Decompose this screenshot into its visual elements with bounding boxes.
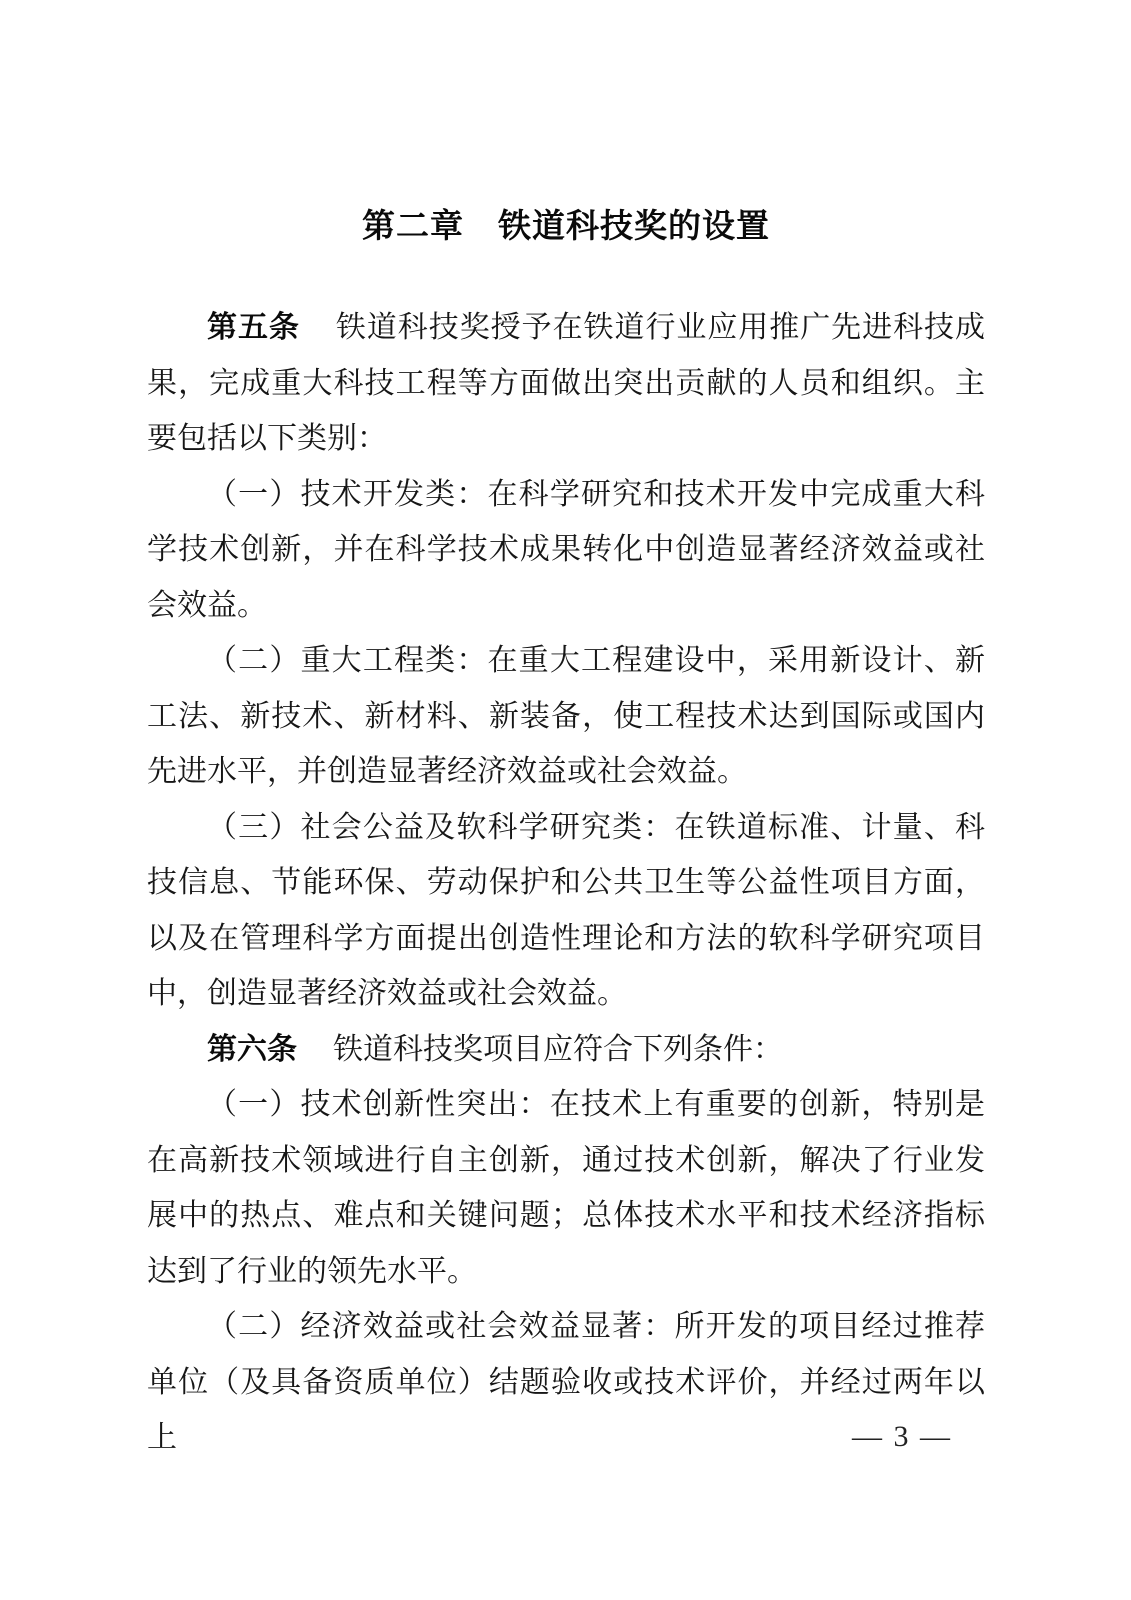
article-5-lead: 第五条 [207,311,300,344]
article-6-lead: 第六条 [207,1032,297,1066]
paragraph-article-5 [147,300,985,467]
article-6-body: 铁道科技奖项目应符合下列条件： [333,1032,783,1066]
paragraph-condition-1: （一）技术创新性突出：在技术上有重要的创新，特别是在高新技术领域进行自主创新，通过技术创新，解决了行业发展中的热点、难点和关键问题；总体技术水平和技术经济指标达到了行业的领先水平。 [147,1088,985,1288]
paragraph-article-6 [147,1022,985,1078]
paragraph-condition-2: （二）经济效益或社会效益显著：所开发的项目经过推荐单位（及具备资质单位）结题验收或技术评价，并经过两年以上 [147,1310,985,1454]
paragraph-item-2: （二）重大工程类：在重大工程建设中，采用新设计、新工法、新技术、新材料、新装备，使工程技术达到国际或国内先进水平，并创造显著经济效益或社会效益。 [147,644,985,788]
paragraph-item-3: （三）社会公益及软科学研究类：在铁道标准、计量、科技信息、节能环保、劳动保护和公共卫生等公益性项目方面，以及在管理科学方面提出创造性理论和方法的软科学研究项目中，创造显著经济效益或社会效益。 [147,810,985,1010]
page-number: — 3 — [852,1420,952,1453]
document-content [147,202,985,1466]
chapter-title: 第二章 铁道科技奖的设置 [362,207,770,244]
paragraph-item-1: （一）技术开发类：在科学研究和技术开发中完成重大科学技术创新，并在科学技术成果转化中创造显著经济效益或社会效益。 [147,477,985,622]
article-5-body: 铁道科技奖授予在铁道行业应用推广先进科技成果，完成重大科技工程等方面做出突出贡献的人员和组织。主要包括以下类别： [147,311,986,455]
